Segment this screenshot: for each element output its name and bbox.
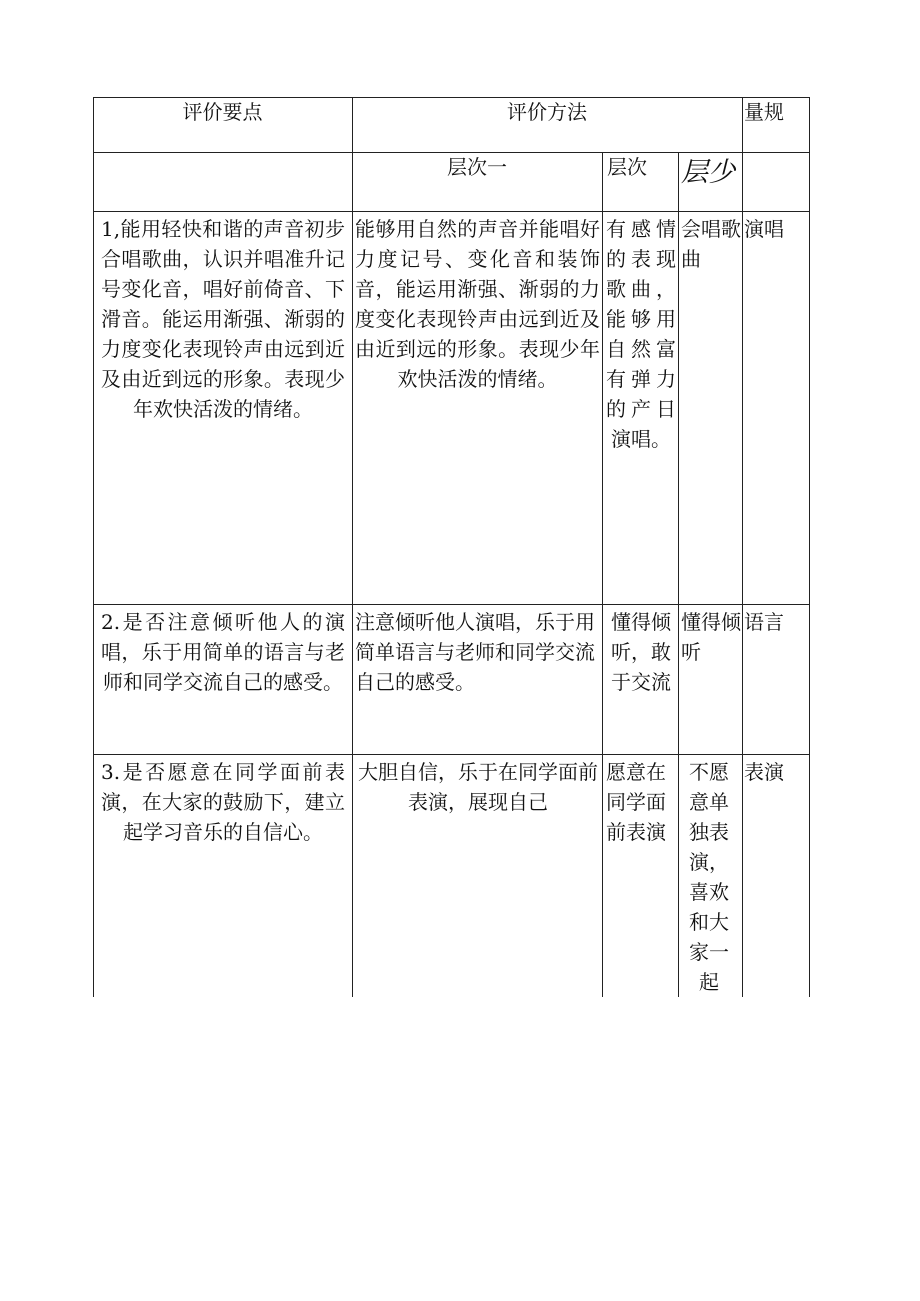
- col-divider: [352, 97, 353, 997]
- row3-rubric: 表演: [744, 760, 784, 784]
- header-level-two: 层次: [607, 155, 647, 179]
- row2-level-two: 懂得倾听，敢于交流: [611, 610, 671, 694]
- row1-rubric: 演唱: [744, 217, 784, 241]
- row3-level-two: 愿意在同学面前表演: [606, 760, 666, 844]
- header-level-one: 层次一: [447, 155, 507, 179]
- table-border-left: [93, 97, 94, 997]
- row3-point: 3.是否愿意在同学面前表演，在大家的鼓励下，建立起学习音乐的自信心。: [101, 760, 345, 844]
- row1-point: 1,能用轻快和谐的声音初步合唱歌曲，认识并唱准升记号变化音，唱好前倚音、下滑音。能运用渐强、渐弱的力度变化表现铃声由远到近及由近到远的形象。表现少年欢快活泼的情绪。: [101, 217, 345, 421]
- table-border-right: [809, 97, 810, 997]
- row1-level-one: 能够用自然的声音并能唱好力度记号、变化音和装饰音，能运用渐强、渐弱的力度变化表现铃声由远到近及由近到远的形象。表现少年欢快活泼的情绪。: [355, 217, 600, 391]
- row-divider: [93, 211, 810, 212]
- row2-rubric: 语言: [744, 610, 784, 634]
- col-divider: [678, 152, 679, 997]
- header-rubric: 量规: [744, 100, 784, 124]
- row3-level-one: 大胆自信，乐于在同学面前表演，展现自己: [358, 760, 598, 814]
- row-divider: [93, 604, 810, 605]
- row2-level-three: 懂得倾听: [681, 610, 741, 664]
- row3-level-three: 不愿意单独表演，喜欢和大家一起: [689, 760, 729, 994]
- header-level-three: 层少: [681, 157, 735, 188]
- header-evaluation-method: 评价方法: [507, 100, 587, 124]
- row2-point: 2.是否注意倾听他人的演唱，乐于用简单的语言与老师和同学交流自己的感受。: [101, 610, 345, 694]
- row1-level-two: 有感情的表现歌曲，能够用自然富有弹力的产日演唱。: [606, 217, 676, 451]
- row2-level-one: 注意倾听他人演唱，乐于用简单语言与老师和同学交流自己的感受。: [355, 610, 595, 694]
- col-divider: [602, 152, 603, 997]
- row1-level-three: 会唱歌曲: [681, 217, 741, 271]
- header-evaluation-points: 评价要点: [182, 100, 263, 124]
- evaluation-table: [93, 97, 810, 997]
- row-divider: [93, 754, 810, 755]
- col-divider: [742, 97, 743, 997]
